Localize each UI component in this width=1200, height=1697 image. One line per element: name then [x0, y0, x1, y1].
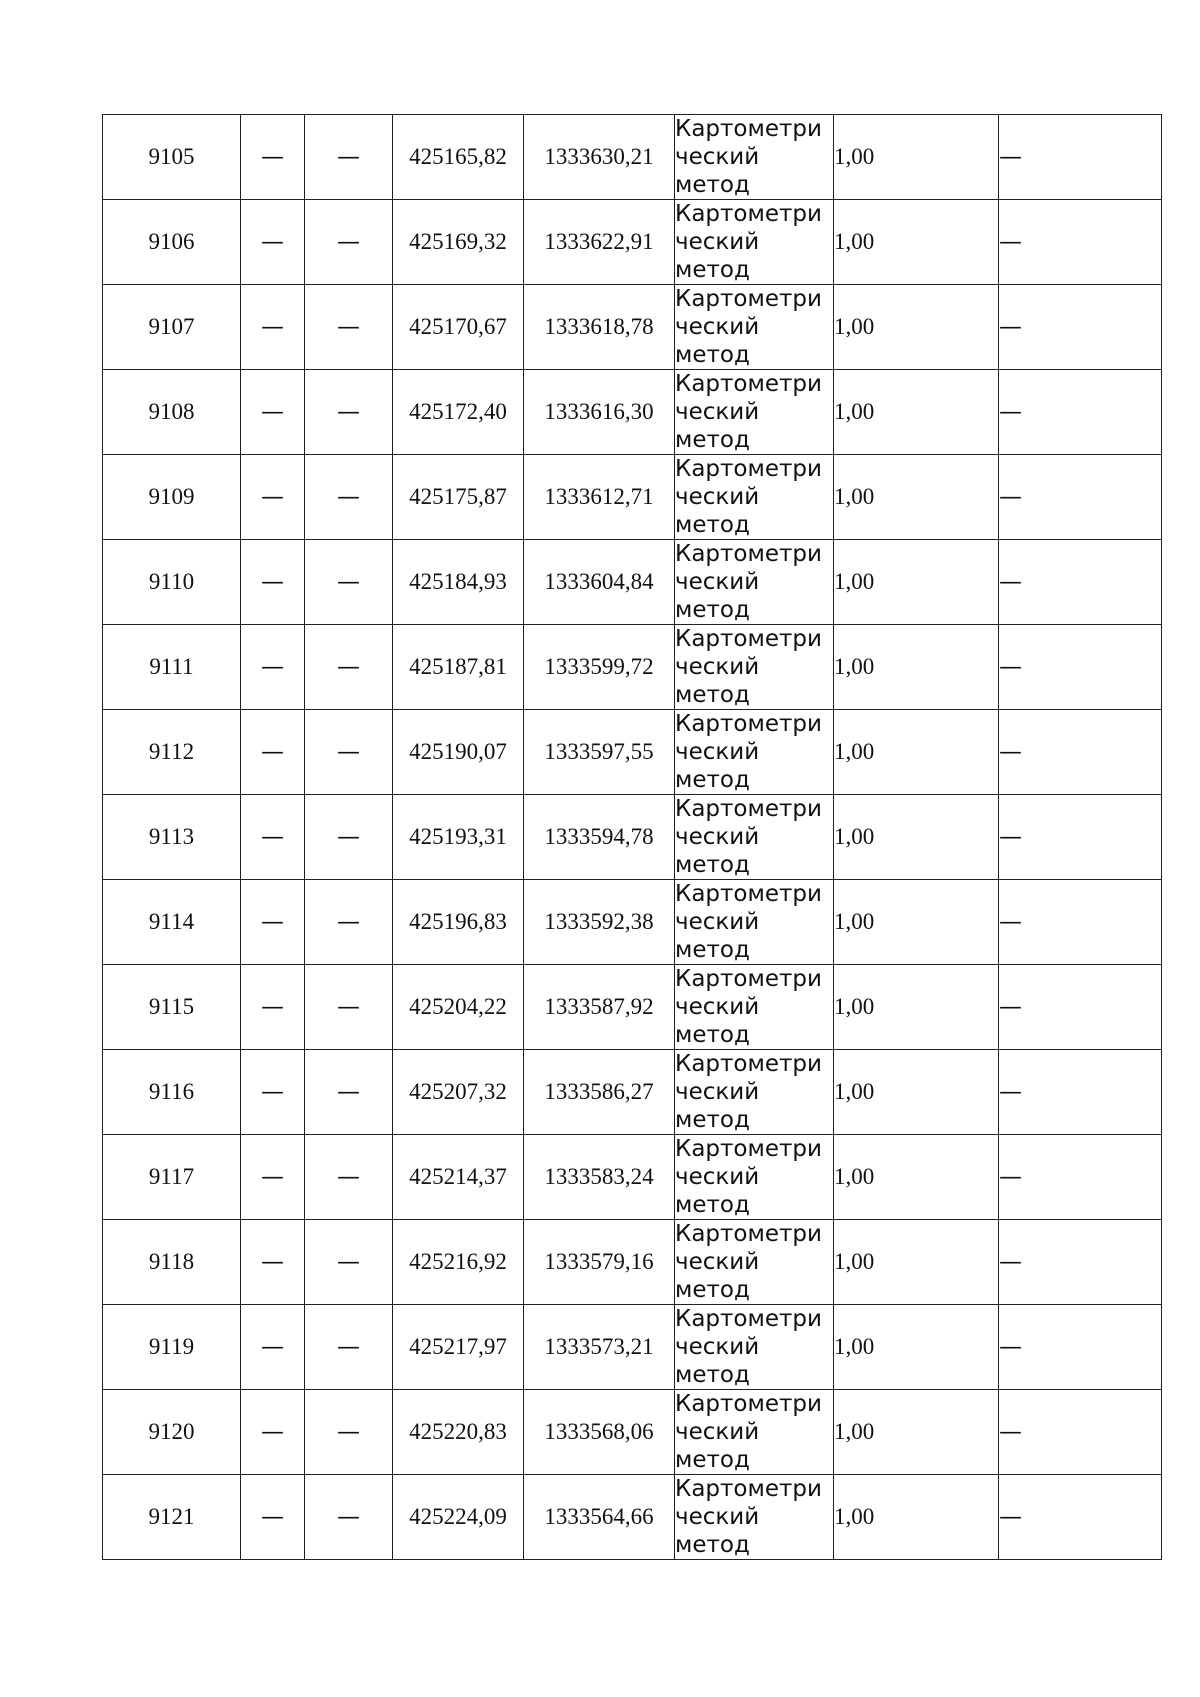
note-cell: —	[999, 115, 1162, 200]
method-line: метод	[675, 1107, 750, 1133]
note-cell: —	[999, 1220, 1162, 1305]
method-cell	[675, 1305, 834, 1390]
accuracy-cell: 1,00	[834, 115, 999, 200]
accuracy-cell: 1,00	[834, 625, 999, 710]
table-row	[103, 200, 1162, 285]
note-cell: —	[999, 455, 1162, 540]
point-number-cell: 9116	[103, 1050, 241, 1135]
y-coordinate-cell: 1333594,78	[524, 795, 675, 880]
accuracy-cell: 1,00	[834, 1050, 999, 1135]
method-line: ческий	[675, 739, 760, 765]
method-line: метод	[675, 257, 750, 283]
method-line: метод	[675, 767, 750, 793]
x-coordinate-cell: 425220,83	[393, 1390, 524, 1475]
old-x-cell: —	[241, 795, 305, 880]
method-line: метод	[675, 1022, 750, 1048]
table-row	[103, 285, 1162, 370]
method-line: метод	[675, 852, 750, 878]
table-row	[103, 115, 1162, 200]
method-line: Картометри	[675, 286, 822, 312]
accuracy-cell: 1,00	[834, 1475, 999, 1560]
method-line: метод	[675, 1362, 750, 1388]
note-cell: —	[999, 795, 1162, 880]
point-number-cell: 9120	[103, 1390, 241, 1475]
old-x-cell: —	[241, 880, 305, 965]
accuracy-cell: 1,00	[834, 1135, 999, 1220]
method-cell	[675, 115, 834, 200]
method-line: Картометри	[675, 1136, 822, 1162]
table-row	[103, 540, 1162, 625]
y-coordinate-cell: 1333597,55	[524, 710, 675, 795]
point-number-cell: 9107	[103, 285, 241, 370]
method-line: ческий	[675, 654, 760, 680]
method-line: Картометри	[675, 881, 822, 907]
y-coordinate-cell: 1333604,84	[524, 540, 675, 625]
method-line: ческий	[675, 314, 760, 340]
method-line: ческий	[675, 909, 760, 935]
method-cell	[675, 625, 834, 710]
x-coordinate-cell: 425175,87	[393, 455, 524, 540]
old-y-cell: —	[305, 1220, 393, 1305]
y-coordinate-cell: 1333618,78	[524, 285, 675, 370]
method-line: ческий	[675, 1164, 760, 1190]
table-row	[103, 795, 1162, 880]
old-x-cell: —	[241, 1050, 305, 1135]
method-line: Картометри	[675, 371, 822, 397]
method-cell	[675, 1475, 834, 1560]
accuracy-cell: 1,00	[834, 795, 999, 880]
note-cell: —	[999, 965, 1162, 1050]
y-coordinate-cell: 1333599,72	[524, 625, 675, 710]
note-cell: —	[999, 1390, 1162, 1475]
method-line: ческий	[675, 144, 760, 170]
method-line: ческий	[675, 1419, 760, 1445]
y-coordinate-cell: 1333568,06	[524, 1390, 675, 1475]
point-number-cell: 9113	[103, 795, 241, 880]
old-x-cell: —	[241, 1390, 305, 1475]
y-coordinate-cell: 1333587,92	[524, 965, 675, 1050]
point-number-cell: 9110	[103, 540, 241, 625]
old-y-cell: —	[305, 285, 393, 370]
method-line: метод	[675, 1532, 750, 1558]
method-line: метод	[675, 172, 750, 198]
y-coordinate-cell: 1333630,21	[524, 115, 675, 200]
old-x-cell: —	[241, 540, 305, 625]
old-x-cell: —	[241, 710, 305, 795]
table-row	[103, 1220, 1162, 1305]
accuracy-cell: 1,00	[834, 1220, 999, 1305]
method-cell	[675, 455, 834, 540]
method-line: Картометри	[675, 1391, 822, 1417]
method-line: ческий	[675, 1334, 760, 1360]
note-cell: —	[999, 540, 1162, 625]
old-x-cell: —	[241, 285, 305, 370]
x-coordinate-cell: 425187,81	[393, 625, 524, 710]
method-cell	[675, 540, 834, 625]
method-line: ческий	[675, 229, 760, 255]
point-number-cell: 9117	[103, 1135, 241, 1220]
note-cell: —	[999, 370, 1162, 455]
old-y-cell: —	[305, 1050, 393, 1135]
accuracy-cell: 1,00	[834, 1305, 999, 1390]
method-line: Картометри	[675, 201, 822, 227]
x-coordinate-cell: 425172,40	[393, 370, 524, 455]
coordinates-table	[102, 114, 1162, 1560]
table-row	[103, 625, 1162, 710]
accuracy-cell: 1,00	[834, 880, 999, 965]
method-cell	[675, 880, 834, 965]
table-row	[103, 1475, 1162, 1560]
accuracy-cell: 1,00	[834, 370, 999, 455]
point-number-cell: 9105	[103, 115, 241, 200]
point-number-cell: 9108	[103, 370, 241, 455]
old-y-cell: —	[305, 1305, 393, 1390]
accuracy-cell: 1,00	[834, 1390, 999, 1475]
point-number-cell: 9118	[103, 1220, 241, 1305]
method-cell	[675, 1220, 834, 1305]
x-coordinate-cell: 425170,67	[393, 285, 524, 370]
x-coordinate-cell: 425190,07	[393, 710, 524, 795]
method-line: Картометри	[675, 1306, 822, 1332]
y-coordinate-cell: 1333616,30	[524, 370, 675, 455]
x-coordinate-cell: 425193,31	[393, 795, 524, 880]
old-y-cell: —	[305, 965, 393, 1050]
old-y-cell: —	[305, 115, 393, 200]
method-line: Картометри	[675, 966, 822, 992]
old-y-cell: —	[305, 880, 393, 965]
method-line: Картометри	[675, 1476, 822, 1502]
y-coordinate-cell: 1333579,16	[524, 1220, 675, 1305]
old-y-cell: —	[305, 370, 393, 455]
method-line: метод	[675, 1192, 750, 1218]
method-line: метод	[675, 427, 750, 453]
table-row	[103, 1050, 1162, 1135]
note-cell: —	[999, 1305, 1162, 1390]
method-line: ческий	[675, 1249, 760, 1275]
x-coordinate-cell: 425224,09	[393, 1475, 524, 1560]
table-body	[103, 115, 1162, 1560]
old-y-cell: —	[305, 455, 393, 540]
method-cell	[675, 200, 834, 285]
x-coordinate-cell: 425204,22	[393, 965, 524, 1050]
x-coordinate-cell: 425207,32	[393, 1050, 524, 1135]
point-number-cell: 9112	[103, 710, 241, 795]
point-number-cell: 9106	[103, 200, 241, 285]
method-cell	[675, 710, 834, 795]
y-coordinate-cell: 1333564,66	[524, 1475, 675, 1560]
method-line: метод	[675, 1277, 750, 1303]
table-row	[103, 1390, 1162, 1475]
accuracy-cell: 1,00	[834, 455, 999, 540]
old-x-cell: —	[241, 200, 305, 285]
table-row	[103, 710, 1162, 795]
note-cell: —	[999, 880, 1162, 965]
note-cell: —	[999, 1135, 1162, 1220]
y-coordinate-cell: 1333573,21	[524, 1305, 675, 1390]
table-row	[103, 370, 1162, 455]
method-line: ческий	[675, 824, 760, 850]
point-number-cell: 9119	[103, 1305, 241, 1390]
table-row	[103, 1305, 1162, 1390]
old-y-cell: —	[305, 1390, 393, 1475]
table-row	[103, 880, 1162, 965]
accuracy-cell: 1,00	[834, 200, 999, 285]
old-x-cell: —	[241, 1220, 305, 1305]
old-y-cell: —	[305, 795, 393, 880]
method-line: ческий	[675, 994, 760, 1020]
table-row	[103, 1135, 1162, 1220]
old-x-cell: —	[241, 115, 305, 200]
old-x-cell: —	[241, 1475, 305, 1560]
note-cell: —	[999, 625, 1162, 710]
x-coordinate-cell: 425169,32	[393, 200, 524, 285]
method-line: Картометри	[675, 711, 822, 737]
point-number-cell: 9115	[103, 965, 241, 1050]
x-coordinate-cell: 425217,97	[393, 1305, 524, 1390]
method-line: ческий	[675, 569, 760, 595]
x-coordinate-cell: 425196,83	[393, 880, 524, 965]
x-coordinate-cell: 425165,82	[393, 115, 524, 200]
note-cell: —	[999, 1050, 1162, 1135]
old-y-cell: —	[305, 1475, 393, 1560]
method-line: Картометри	[675, 796, 822, 822]
x-coordinate-cell: 425214,37	[393, 1135, 524, 1220]
method-line: метод	[675, 342, 750, 368]
x-coordinate-cell: 425184,93	[393, 540, 524, 625]
old-y-cell: —	[305, 200, 393, 285]
method-line: метод	[675, 682, 750, 708]
old-y-cell: —	[305, 1135, 393, 1220]
accuracy-cell: 1,00	[834, 540, 999, 625]
method-cell	[675, 795, 834, 880]
method-line: Картометри	[675, 626, 822, 652]
method-line: ческий	[675, 1079, 760, 1105]
x-coordinate-cell: 425216,92	[393, 1220, 524, 1305]
accuracy-cell: 1,00	[834, 710, 999, 795]
method-line: Картометри	[675, 116, 822, 142]
method-line: ческий	[675, 1504, 760, 1530]
method-line: Картометри	[675, 1051, 822, 1077]
old-x-cell: —	[241, 1305, 305, 1390]
old-x-cell: —	[241, 965, 305, 1050]
method-line: Картометри	[675, 456, 822, 482]
method-cell	[675, 1390, 834, 1475]
old-x-cell: —	[241, 1135, 305, 1220]
method-cell	[675, 370, 834, 455]
table-row	[103, 455, 1162, 540]
method-line: ческий	[675, 484, 760, 510]
old-x-cell: —	[241, 370, 305, 455]
method-line: метод	[675, 512, 750, 538]
point-number-cell: 9121	[103, 1475, 241, 1560]
point-number-cell: 9114	[103, 880, 241, 965]
method-cell	[675, 285, 834, 370]
old-y-cell: —	[305, 540, 393, 625]
method-line: метод	[675, 597, 750, 623]
old-x-cell: —	[241, 455, 305, 540]
note-cell: —	[999, 710, 1162, 795]
old-x-cell: —	[241, 625, 305, 710]
y-coordinate-cell: 1333583,24	[524, 1135, 675, 1220]
method-line: Картометри	[675, 541, 822, 567]
note-cell: —	[999, 285, 1162, 370]
method-cell	[675, 1135, 834, 1220]
note-cell: —	[999, 1475, 1162, 1560]
point-number-cell: 9109	[103, 455, 241, 540]
table-row	[103, 965, 1162, 1050]
method-line: Картометри	[675, 1221, 822, 1247]
method-line: метод	[675, 1447, 750, 1473]
y-coordinate-cell: 1333592,38	[524, 880, 675, 965]
old-y-cell: —	[305, 710, 393, 795]
y-coordinate-cell: 1333622,91	[524, 200, 675, 285]
accuracy-cell: 1,00	[834, 285, 999, 370]
method-line: ческий	[675, 399, 760, 425]
method-cell	[675, 965, 834, 1050]
note-cell: —	[999, 200, 1162, 285]
method-line: метод	[675, 937, 750, 963]
accuracy-cell: 1,00	[834, 965, 999, 1050]
y-coordinate-cell: 1333612,71	[524, 455, 675, 540]
point-number-cell: 9111	[103, 625, 241, 710]
old-y-cell: —	[305, 625, 393, 710]
y-coordinate-cell: 1333586,27	[524, 1050, 675, 1135]
method-cell	[675, 1050, 834, 1135]
